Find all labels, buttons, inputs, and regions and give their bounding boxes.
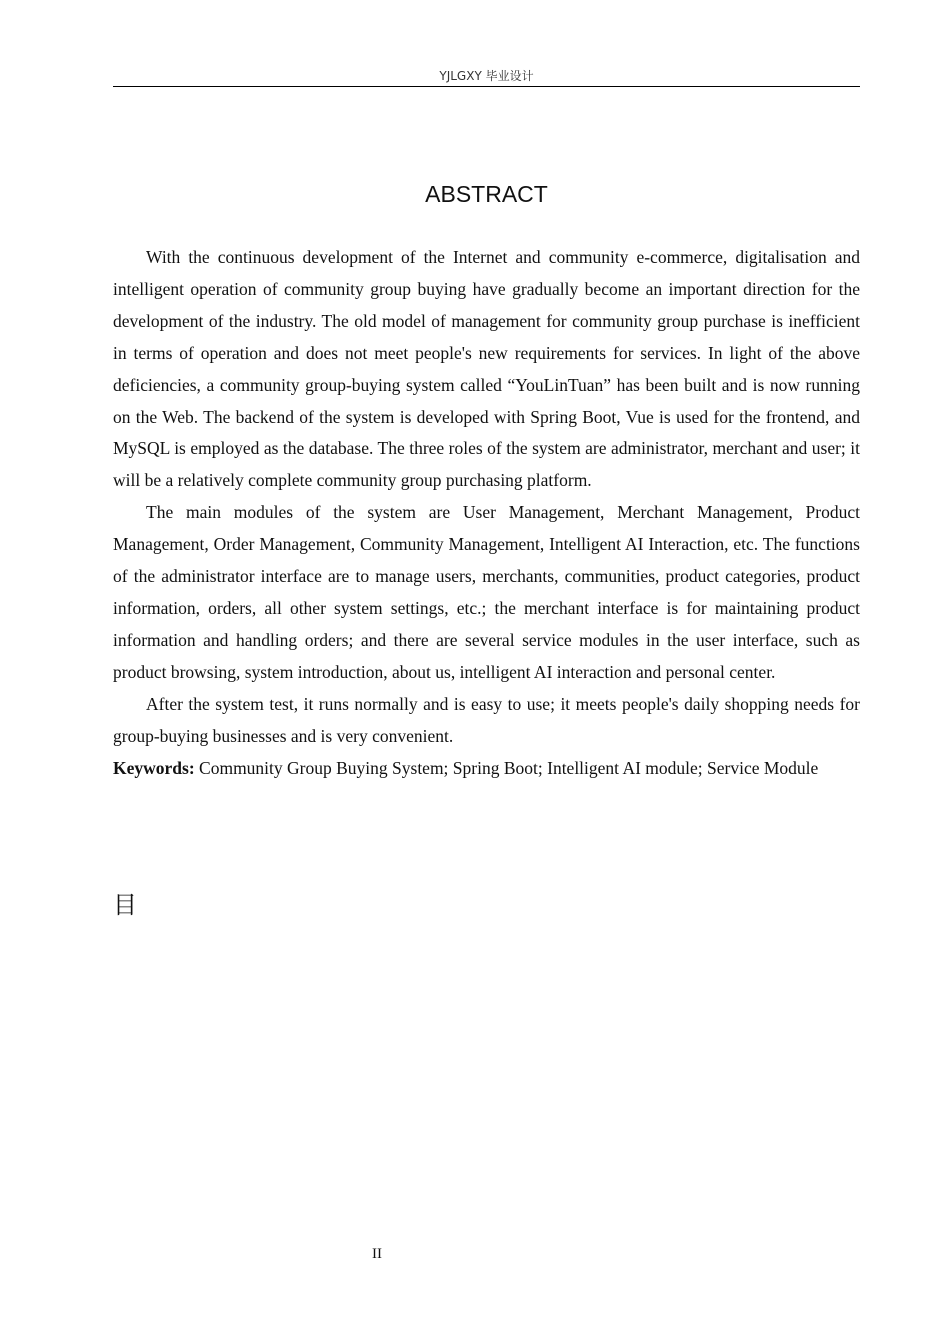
- page-header: [113, 66, 860, 87]
- abstract-paragraph-1: With the continuous development of the Internet and community e-commerce, digitalisation and intelligent operation of community group buying have gradually become an important direction for the development of the industry. The old model of management for community group purchase is inefficient in terms of operation and does not meet people's new requirements for services. In light of the above deficiencies, a community group-buying system called “YouLinTuan” has been built and is now running on the Web. The backend of the system is developed with Spring Boot, Vue is used for the frontend, and MySQL is employed as the database. The three roles of the system are administrator, merchant and user; it will be a relatively complete community group purchasing platform.: [113, 247, 860, 491]
- abstract-paragraph-2: The main modules of the system are User Management, Merchant Management, Product Management, Order Management, Community Management, Intelligent AI Interaction, etc. The functions of the administrator interface are to manage users, merchants, communities, product categories, product information, orders, all other system settings, etc.; the merchant interface is for maintaining product information and handling orders; and there are several service modules in the user interface, such as product browsing, system introduction, about us, intelligent AI interaction and personal center.: [113, 502, 860, 682]
- toc-heading-fragment: 目: [113, 891, 137, 919]
- keywords-text: Community Group Buying System; Spring Boot; Intelligent AI module; Service Module: [194, 757, 819, 778]
- page-number: II: [372, 1246, 382, 1262]
- abstract-paragraph-3: After the system test, it runs normally and is easy to use; it meets people's daily shopping needs for group-buying businesses and is very convenient.: [113, 693, 860, 746]
- header-text: YJLGXY 毕业设计: [439, 69, 534, 83]
- keywords-label: Keywords:: [113, 757, 195, 778]
- abstract-body: [113, 242, 860, 784]
- keywords-line: [113, 753, 860, 785]
- abstract-title: ABSTRACT: [425, 181, 548, 207]
